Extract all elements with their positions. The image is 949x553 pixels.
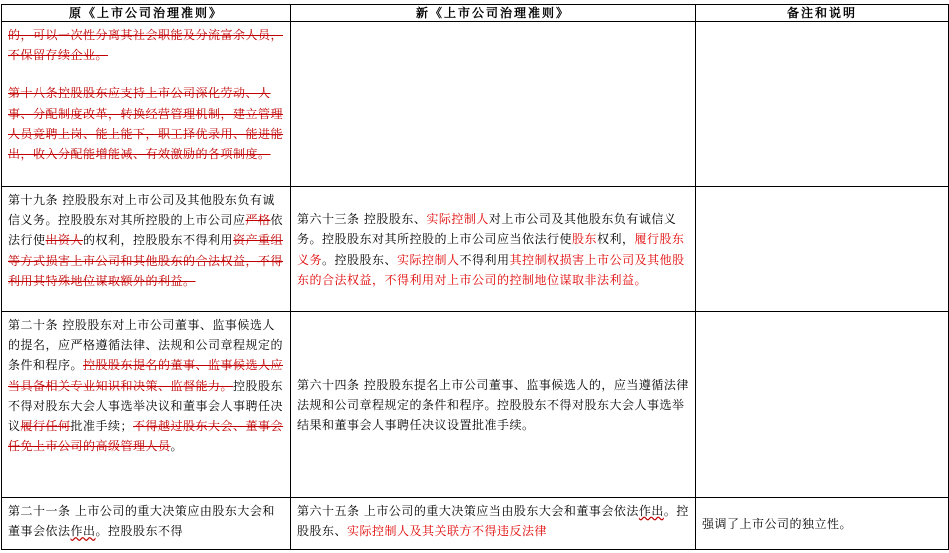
text-segment: 。 — [170, 439, 184, 454]
deleted-text: 出资人 — [45, 233, 84, 248]
text-segment: 的权利，控股股东不得利用 — [83, 233, 234, 248]
comparison-table — [1, 4, 949, 550]
old-article-19 — [2, 187, 291, 312]
table-row — [2, 22, 949, 187]
old-article-20 — [2, 312, 291, 498]
table-row — [2, 187, 949, 312]
text-segment: 第六十五条 上市公司的重大决策应当由股东大会和董事会依法 — [297, 504, 639, 518]
added-text: 股东 — [572, 232, 598, 247]
old-text-cell — [2, 22, 291, 187]
note-cell — [696, 187, 949, 312]
text-segment: 权利， — [597, 232, 635, 247]
text-segment: 。控股股东、 — [322, 252, 398, 267]
deleted-text: 资产重组等方式损害上市公司和其他股东的合法权益，不得利用其特殊地位谋取额外的利益。 — [8, 233, 284, 288]
text-segment: 批准手续； — [70, 419, 134, 434]
added-text: 实际控制人及其关联方不得违反法律 — [347, 524, 548, 539]
new-article-65 — [291, 498, 696, 550]
text-segment: 不得利用 — [459, 252, 510, 267]
note-cell — [696, 498, 949, 550]
old-article-18-deleted: 第十八条控股股东应支持上市公司深化劳动、人事、分配制度改革，转换经营管理机制，建立管理人员竞聘上岗、能上能下，职工择优录用、能进能出，收入分配能增能减、有效激励的各项制度。 — [8, 86, 284, 162]
header-row — [2, 5, 949, 22]
header-new-guidelines: 新《上市公司治理准则》 — [291, 5, 696, 22]
deleted-text: 不得越过股东大会、董事会任免上市公司的高级管理人员 — [8, 419, 284, 454]
text-segment: 第二十条 控股股东对上市公司董事、监事候选人的提名，应严格遵循法律、法规和公司章程规定的条件和程序。 — [8, 318, 284, 373]
new-text-cell — [291, 22, 696, 187]
note-independence: 强调了上市公司的独立性。 — [702, 516, 853, 531]
added-text: 履行股东义务 — [297, 232, 685, 267]
deleted-text: 严格 — [245, 213, 271, 228]
text-segment: 第十九条 控股股东对上市公司及其他股东负有诚信义务。控股股东对其所控股的上市公司应 — [8, 193, 275, 228]
new-article-64-text: 第六十四条 控股股东提名上市公司董事、监事候选人的，应当遵循法律法规和公司章程规定的条件和程序。控股股东不得对股东大会人事选举结果和董事会人事聘任决议设置批准手续。 — [297, 377, 689, 433]
text-segment: 第二十一条 上市公司的重大决策应由股东大会和董事会依法 — [8, 504, 275, 539]
deleted-text: 履行任何 — [20, 419, 71, 434]
text-segment: 依法行使 — [8, 213, 284, 248]
deleted-text: 控股股东提名的董事、监事候选人应当具备相关专业知识和决策、监督能力。 — [8, 358, 284, 393]
added-text: 实际控制人 — [397, 252, 460, 267]
text-segment: 第六十三条 控股股东、 — [297, 212, 427, 227]
new-article-64 — [291, 312, 696, 498]
table-row — [2, 498, 949, 550]
text-segment: 作出 — [638, 504, 664, 518]
text-segment: 控股股东不得对股东大会人事选举决议和董事会人事聘任决议 — [8, 378, 284, 434]
added-text: 实际控制人 — [426, 212, 489, 227]
text-segment: 。控股股东、 — [297, 504, 689, 539]
table-row — [2, 312, 949, 498]
text-segment: 。控股股东不得 — [95, 524, 184, 539]
text-segment: 作出 — [70, 524, 96, 539]
old-text-deleted: 的，可以一次性分离其社会职能及分流富余人员，不保留存续企业。 — [8, 28, 284, 63]
header-notes: 备注和说明 — [696, 5, 949, 22]
new-article-63 — [291, 187, 696, 312]
added-text: 其控制权损害上市公司及其他股东的合法权益，不得利用对上市公司的控制地位谋取非法利益。 — [297, 252, 685, 287]
note-cell — [696, 312, 949, 498]
header-old-guidelines: 原《上市公司治理准则》 — [2, 5, 291, 22]
old-article-21 — [2, 498, 291, 550]
text-segment: 对上市公司及其他股东负有诚信义务。控股股东对其所控股的上市公司应当依法行使 — [297, 212, 677, 247]
note-cell — [696, 22, 949, 187]
